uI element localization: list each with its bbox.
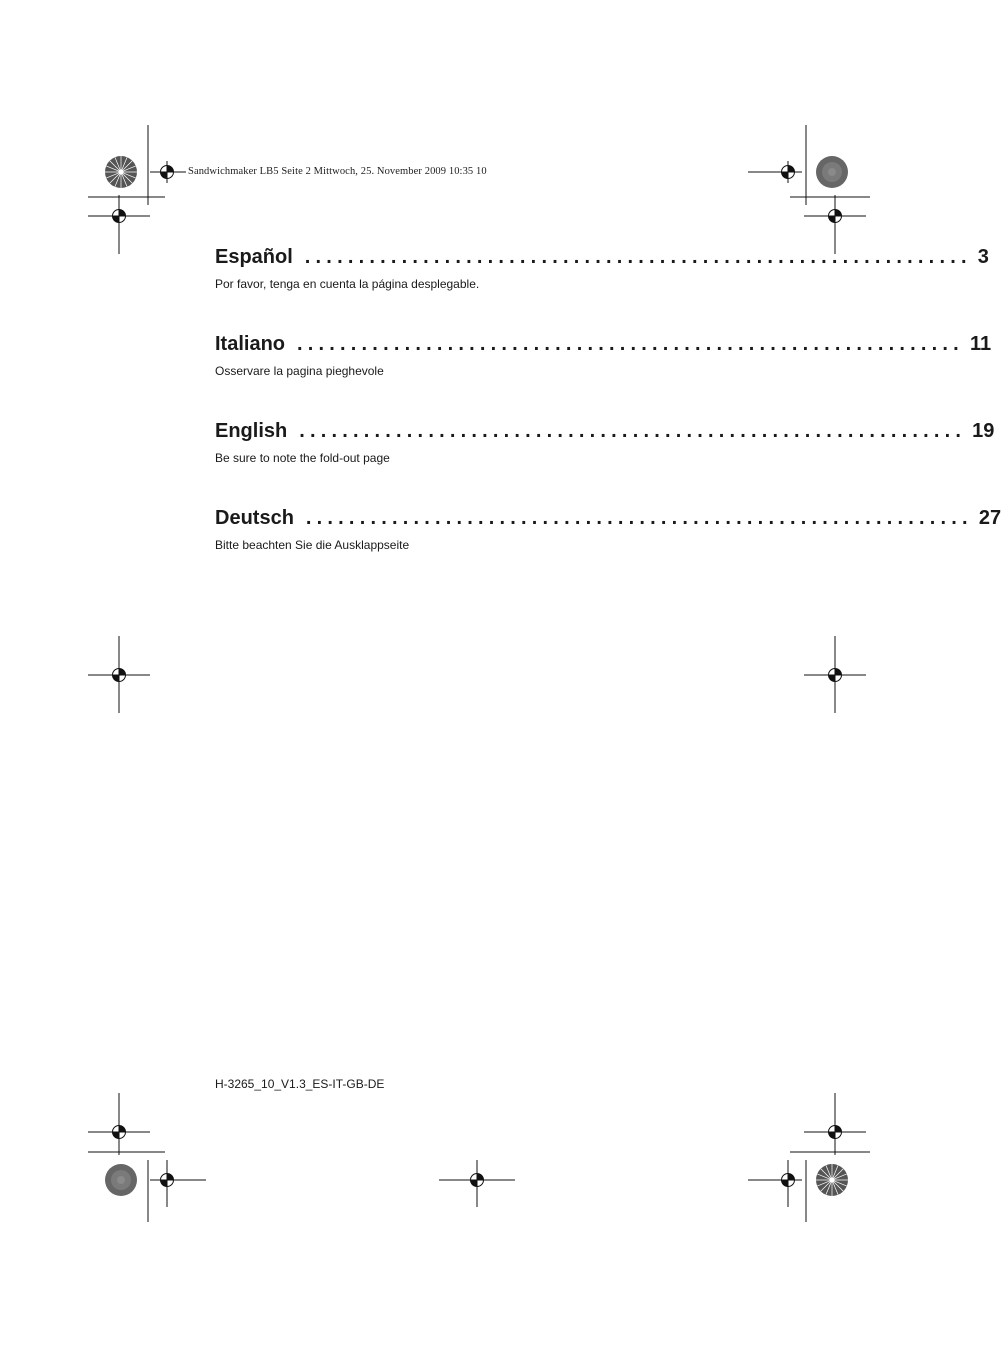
dot-leader: .............................................................. bbox=[304, 246, 972, 268]
dot-leader: .............................................................. bbox=[297, 333, 964, 355]
toc-entry-spanish bbox=[215, 246, 989, 291]
toc-entry-page: 19 bbox=[972, 420, 995, 442]
toc-entry-note: Osservare la pagina pieghevole bbox=[215, 364, 384, 378]
toc-entry-english bbox=[215, 420, 995, 465]
toc-entry-note: Bitte beachten Sie die Ausklappseite bbox=[215, 538, 410, 552]
toc-entry-head bbox=[215, 507, 1001, 537]
toc-entry-title: English bbox=[215, 420, 288, 442]
print-slug: Sandwichmaker LB5 Seite 2 Mittwoch, 25. November 2009 10:35 10 bbox=[188, 166, 487, 177]
toc-entry-italian bbox=[215, 333, 992, 378]
toc-entry-page: 27 bbox=[978, 507, 1001, 529]
toc-entry-head bbox=[215, 420, 995, 450]
toc-entry-title: Deutsch bbox=[215, 507, 294, 529]
dot-leader: .............................................................. bbox=[305, 507, 973, 529]
toc-entry-page: 11 bbox=[969, 333, 992, 355]
toc-entry-page: 3 bbox=[977, 246, 989, 268]
toc-entry-head bbox=[215, 333, 992, 363]
toc-entry-head bbox=[215, 246, 989, 276]
toc-entry-german bbox=[215, 507, 1001, 552]
document-code: H-3265_10_V1.3_ES-IT-GB-DE bbox=[215, 1077, 385, 1091]
toc-entry-title: Italiano bbox=[215, 333, 286, 355]
table-of-contents bbox=[215, 246, 1001, 594]
toc-entry-note: Be sure to note the fold-out page bbox=[215, 451, 390, 465]
dot-leader: .............................................................. bbox=[299, 420, 967, 442]
toc-entry-note: Por favor, tenga en cuenta la página desplegable. bbox=[215, 277, 480, 291]
toc-entry-title: Español bbox=[215, 246, 293, 268]
